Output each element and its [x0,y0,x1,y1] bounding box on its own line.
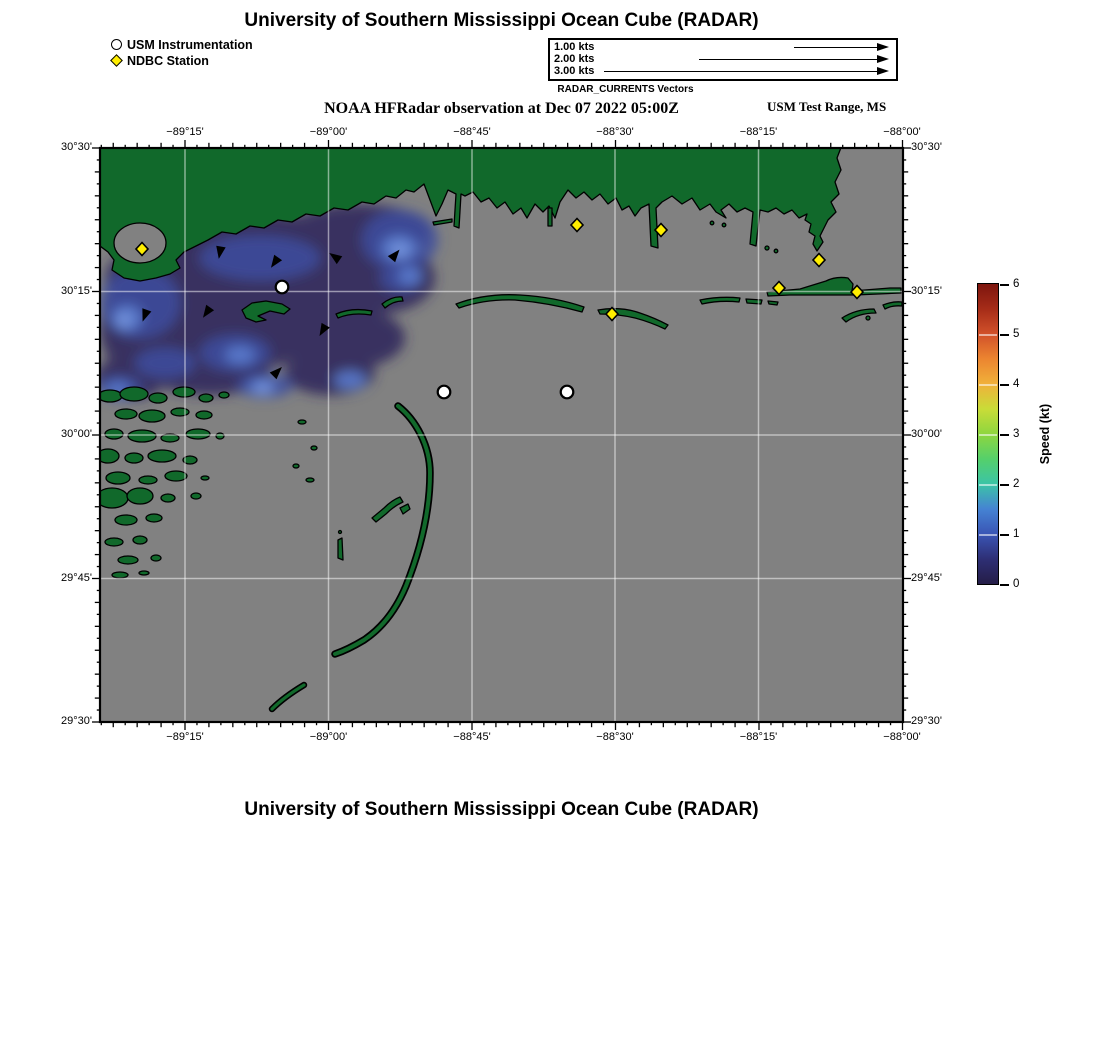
colorbar-tick-label: 0 [1013,578,1020,590]
petit-bois-island [768,301,778,305]
x-axis-label-bottom: −88°45' [453,731,491,743]
colorbar-grid-line [979,434,997,435]
colorbar-tick-label: 4 [1013,378,1020,390]
page-title: University of Southern Mississippi Ocean Cube (RADAR) [244,10,759,31]
vector-scale-label-1kt: 1.00 kts [554,41,595,53]
vector-scale-label-2kt: 2.00 kts [554,53,595,65]
islet [866,316,870,320]
vector-scale-arrowhead-icon [877,67,889,75]
bay-st-louis [114,223,166,263]
bottom-page-title: University of Southern Mississippi Ocean Cube (RADAR) [244,799,759,820]
x-axis-label-bottom: −88°00' [883,731,921,743]
ndbc-station-icon [110,54,123,67]
y-axis-label-right: 30°30' [911,141,942,153]
petit-bois-island [746,299,762,304]
usm-instrumentation-marker [276,281,289,294]
colorbar-grid-line [979,384,997,385]
x-axis-label-bottom: −89°00' [309,731,348,743]
vector-scale-line [699,59,878,60]
map [88,136,915,734]
vector-scale-box [548,38,898,81]
usm-instrumentation-marker [438,386,451,399]
colorbar-tick-label: 1 [1013,528,1020,540]
colorbar-tick-label: 3 [1013,428,1020,440]
vector-scale-arrowhead-icon [877,43,889,51]
x-axis-label-bottom: −88°30' [596,731,634,743]
colorbar-tick-label: 2 [1013,478,1020,490]
legend-ndbc-label: NDBC Station [127,54,209,68]
usm-instrumentation-marker [561,386,574,399]
observation-title: NOAA HFRadar observation at Dec 07 2022 05:00Z [324,100,679,117]
colorbar-title: Speed (kt) [1038,403,1052,465]
colorbar-grid-line [979,484,997,485]
islet [710,221,714,225]
colorbar-tick-label: 5 [1013,328,1020,340]
colorbar-grid-line [979,334,997,335]
islet [765,246,769,250]
y-axis-label-left: 30°30' [61,141,92,153]
islet [339,531,342,534]
y-axis-label-right: 30°15' [911,284,942,297]
x-axis-label-bottom: −89°15' [166,731,204,743]
vector-scale-line [794,47,878,48]
colorbar-grid-line [979,534,997,535]
y-axis-label-right: 30°00' [911,428,942,440]
vector-scale-label-3kt: 3.00 kts [554,65,595,77]
islet [722,223,726,227]
colorbar-tick [1000,284,1009,285]
vector-scale-caption: RADAR_CURRENTS Vectors [557,84,694,95]
usm-instrumentation-icon [111,39,122,50]
colorbar-tick [1000,334,1009,335]
y-axis-label-left: 30°00' [61,428,92,440]
x-axis-label-top: −88°30' [596,126,634,138]
y-axis-label-left: 29°45' [61,571,92,584]
colorbar-tick [1000,584,1009,585]
legend-usm-label: USM Instrumentation [127,38,253,52]
vector-scale-line [604,71,878,72]
x-axis-label-top: −89°15' [166,126,204,138]
islet [338,538,343,560]
vector-scale-arrowhead-icon [877,55,889,63]
range-label: USM Test Range, MS [767,99,887,114]
colorbar-tick [1000,384,1009,385]
x-axis-label-top: −88°00' [883,126,921,138]
islet [774,249,778,253]
x-axis-label-bottom: −88°15' [739,731,778,743]
y-axis-label-right: 29°45' [911,571,942,584]
colorbar-tick [1000,534,1009,535]
x-axis-label-top: −88°45' [453,126,491,138]
y-axis-label-left: 30°15' [61,284,92,297]
x-axis-label-top: −88°15' [739,126,778,138]
colorbar-tick [1000,484,1009,485]
y-axis-label-left: 29°30' [61,715,92,727]
colorbar-tick [1000,434,1009,435]
x-axis-label-top: −89°00' [309,126,348,138]
y-axis-label-right: 29°30' [911,715,942,727]
islet [548,208,552,226]
colorbar-tick-label: 6 [1013,278,1020,290]
